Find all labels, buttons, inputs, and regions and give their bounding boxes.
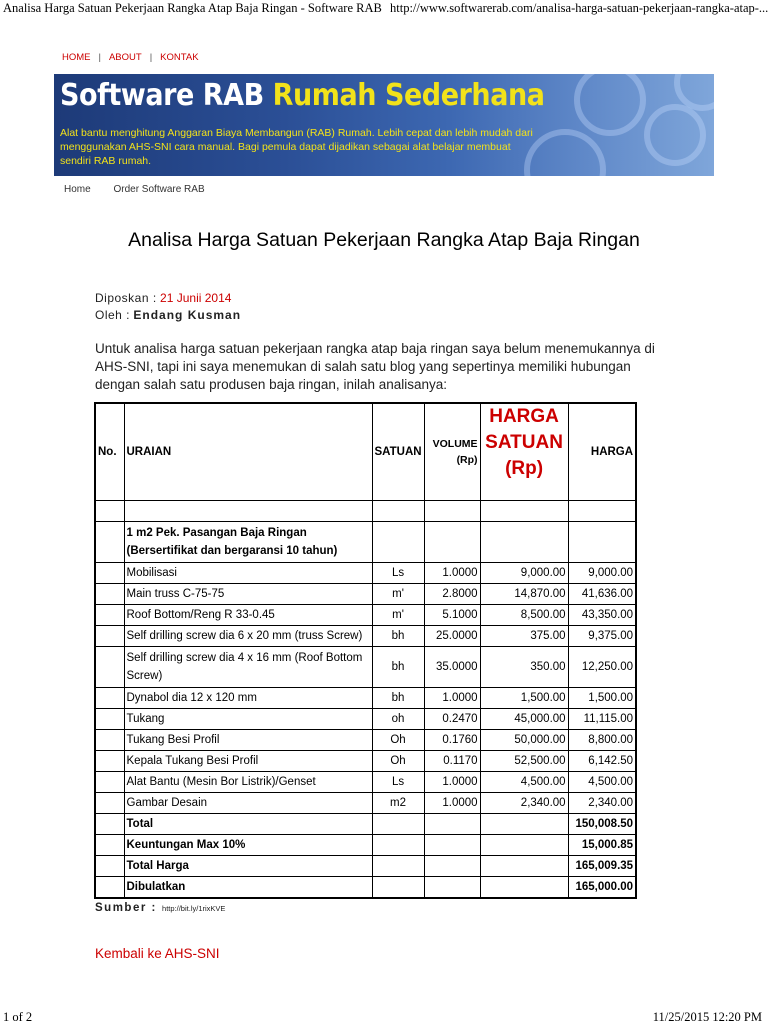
table-row xyxy=(95,626,636,647)
post-title: Analisa Harga Satuan Pekerjaan Rangka Atap Baja Ringan xyxy=(128,229,640,251)
total-empty-cell xyxy=(424,835,480,856)
total-value: 150,008.50 xyxy=(568,814,636,835)
cell-harga-satuan: 8,500.00 xyxy=(480,605,568,626)
site-banner[interactable] xyxy=(54,74,714,176)
post-author: Endang Kusman xyxy=(133,308,242,322)
cell-satuan: Ls xyxy=(372,772,424,793)
volume-header-unit: (Rp) xyxy=(456,454,478,466)
cell-no xyxy=(95,563,124,584)
table-row xyxy=(95,584,636,605)
post-meta xyxy=(95,290,241,324)
back-to-ahs-sni-link[interactable]: Kembali ke AHS-SNI xyxy=(95,946,220,961)
source-label: Sumber : xyxy=(95,902,157,914)
nav-separator: | xyxy=(149,52,153,63)
total-empty-cell xyxy=(480,835,568,856)
banner-decoration xyxy=(644,104,706,166)
cell-harga-satuan: 375.00 xyxy=(480,626,568,647)
cell-harga: 1,500.00 xyxy=(568,688,636,709)
col-header-harga: HARGA xyxy=(568,403,636,501)
cell-uraian: Mobilisasi xyxy=(124,563,372,584)
sub-nav xyxy=(64,184,205,195)
cell-harga-satuan: 2,340.00 xyxy=(480,793,568,814)
section-subtitle-text: (Bersertifikat dan bergaransi 10 tahun) xyxy=(126,545,338,557)
harga-satuan-line3: (Rp) xyxy=(505,458,544,479)
cell-uraian: Roof Bottom/Reng R 33-0.45 xyxy=(124,605,372,626)
nav-kontak-link[interactable]: KONTAK xyxy=(160,52,199,63)
top-nav xyxy=(62,52,199,63)
total-empty-cell xyxy=(480,814,568,835)
table-row xyxy=(95,688,636,709)
total-label: Total xyxy=(124,814,372,835)
cell-satuan: bh xyxy=(372,626,424,647)
total-empty-cell xyxy=(95,814,124,835)
cell-satuan: Oh xyxy=(372,751,424,772)
post-intro: Untuk analisa harga satuan pekerjaan rangka atap baja ringan saya belum menemukannya di AHS-SNI, tapi ini saya menemukan di salah satu blog yang sepertinya memiliki hubungan dengan salah satu produsen baja ringan, inilah analisanya: xyxy=(95,341,655,392)
cell-harga-satuan: 52,500.00 xyxy=(480,751,568,772)
cell-volume: 5.1000 xyxy=(424,605,480,626)
table-header-row xyxy=(95,403,636,501)
cell-uraian: Gambar Desain xyxy=(124,793,372,814)
nav-home-link[interactable]: HOME xyxy=(62,52,91,63)
volume-header-text: VOLUME xyxy=(432,438,478,450)
cell-uraian: Self drilling screw dia 6 x 20 mm (truss Screw) xyxy=(124,626,372,647)
total-empty-cell xyxy=(95,856,124,877)
total-empty-cell xyxy=(95,877,124,899)
harga-satuan-line2: SATUAN xyxy=(485,432,563,453)
print-page-title: Analisa Harga Satuan Pekerjaan Rangka Atap Baja Ringan - Software RAB xyxy=(3,1,382,15)
table-spacer-row xyxy=(95,501,636,522)
total-label: Dibulatkan xyxy=(124,877,372,899)
total-empty-cell xyxy=(95,835,124,856)
nav-separator: | xyxy=(98,52,101,63)
col-header-uraian: URAIAN xyxy=(124,403,372,501)
print-header xyxy=(0,0,768,18)
cell-volume: 1.0000 xyxy=(424,793,480,814)
table-row xyxy=(95,605,636,626)
cell-harga-satuan: 350.00 xyxy=(480,647,568,688)
cell-uraian: Alat Bantu (Mesin Bor Listrik)/Genset xyxy=(124,772,372,793)
cell-volume: 1.0000 xyxy=(424,688,480,709)
posted-date: 21 Junii 2014 xyxy=(160,291,232,305)
cell-volume: 0.1170 xyxy=(424,751,480,772)
cell-no xyxy=(95,626,124,647)
cell-no xyxy=(95,688,124,709)
cell-harga: 9,375.00 xyxy=(568,626,636,647)
subnav-order-link[interactable]: Order Software RAB xyxy=(113,184,205,195)
table-row xyxy=(95,647,636,688)
total-row xyxy=(95,835,636,856)
print-page-number: 1 of 2 xyxy=(3,1010,33,1024)
total-value: 165,009.35 xyxy=(568,856,636,877)
total-empty-cell xyxy=(372,814,424,835)
print-footer xyxy=(0,1008,768,1024)
cell-satuan: m' xyxy=(372,605,424,626)
section-title-text: 1 m2 Pek. Pasangan Baja Ringan xyxy=(126,527,307,539)
total-value: 15,000.85 xyxy=(568,835,636,856)
section-title xyxy=(124,522,372,563)
total-empty-cell xyxy=(424,877,480,899)
cell-uraian: Self drilling screw dia 4 x 16 mm (Roof Bottom Screw) xyxy=(124,647,372,688)
posted-label: Diposkan : xyxy=(95,291,157,305)
cell-harga-satuan: 1,500.00 xyxy=(480,688,568,709)
total-empty-cell xyxy=(480,856,568,877)
cell-satuan: bh xyxy=(372,647,424,688)
total-empty-cell xyxy=(372,877,424,899)
total-value: 165,000.00 xyxy=(568,877,636,899)
cell-uraian: Tukang xyxy=(124,709,372,730)
cell-harga: 41,636.00 xyxy=(568,584,636,605)
col-header-no: No. xyxy=(95,403,124,501)
cell-harga: 6,142.50 xyxy=(568,751,636,772)
print-datetime: 11/25/2015 12:20 PM xyxy=(652,1010,762,1024)
cell-harga-satuan: 50,000.00 xyxy=(480,730,568,751)
source-link[interactable]: http://bit.ly/1rixKVE xyxy=(162,904,226,913)
col-header-volume xyxy=(424,403,480,501)
cell-no xyxy=(95,605,124,626)
col-header-satuan: SATUAN xyxy=(372,403,424,501)
banner-title-white: Software RAB xyxy=(60,78,264,113)
total-empty-cell xyxy=(372,856,424,877)
cell-satuan: bh xyxy=(372,688,424,709)
total-label: Keuntungan Max 10% xyxy=(124,835,372,856)
cell-satuan: m2 xyxy=(372,793,424,814)
cell-harga: 11,115.00 xyxy=(568,709,636,730)
total-empty-cell xyxy=(480,877,568,899)
banner-title xyxy=(60,78,545,113)
cell-harga-satuan: 45,000.00 xyxy=(480,709,568,730)
total-row xyxy=(95,856,636,877)
cell-no xyxy=(95,772,124,793)
total-row xyxy=(95,814,636,835)
banner-tagline: Alat bantu menghitung Anggaran Biaya Membangun (RAB) Rumah. Lebih cepat dan lebih mudah dari menggunakan AHS-SNI cara manual. Bagi pemula dapat dijadikan sebagai alat belajar membuat sendiri RAB rumah. xyxy=(60,127,533,167)
section-title-row xyxy=(95,522,636,563)
cell-volume: 0.2470 xyxy=(424,709,480,730)
cell-volume: 1.0000 xyxy=(424,563,480,584)
banner-title-yellow: Rumah Sederhana xyxy=(272,78,545,113)
cell-satuan: Oh xyxy=(372,730,424,751)
cell-no xyxy=(95,793,124,814)
table-row xyxy=(95,563,636,584)
cell-volume: 0.1760 xyxy=(424,730,480,751)
total-row xyxy=(95,877,636,899)
cell-harga: 8,800.00 xyxy=(568,730,636,751)
rab-table xyxy=(94,402,637,899)
cell-no xyxy=(95,584,124,605)
cell-uraian: Main truss C-75-75 xyxy=(124,584,372,605)
cell-harga-satuan: 4,500.00 xyxy=(480,772,568,793)
cell-harga-satuan: 14,870.00 xyxy=(480,584,568,605)
total-empty-cell xyxy=(424,814,480,835)
table-totals xyxy=(95,814,636,899)
source-line xyxy=(95,902,225,914)
cell-volume: 35.0000 xyxy=(424,647,480,688)
cell-harga: 43,350.00 xyxy=(568,605,636,626)
table-body xyxy=(95,563,636,814)
table-row xyxy=(95,772,636,793)
banner-decoration xyxy=(574,74,646,136)
cell-harga: 4,500.00 xyxy=(568,772,636,793)
cell-satuan: oh xyxy=(372,709,424,730)
harga-satuan-line1: HARGA xyxy=(489,406,559,427)
cell-no xyxy=(95,730,124,751)
cell-harga: 9,000.00 xyxy=(568,563,636,584)
total-label: Total Harga xyxy=(124,856,372,877)
cell-no xyxy=(95,709,124,730)
cell-satuan: Ls xyxy=(372,563,424,584)
cell-uraian: Tukang Besi Profil xyxy=(124,730,372,751)
total-empty-cell xyxy=(372,835,424,856)
cell-harga-satuan: 9,000.00 xyxy=(480,563,568,584)
cell-harga: 2,340.00 xyxy=(568,793,636,814)
table-row xyxy=(95,751,636,772)
cell-harga: 12,250.00 xyxy=(568,647,636,688)
cell-satuan: m' xyxy=(372,584,424,605)
cell-volume: 1.0000 xyxy=(424,772,480,793)
cell-volume: 25.0000 xyxy=(424,626,480,647)
table-row xyxy=(95,730,636,751)
col-header-harga-satuan xyxy=(480,403,568,501)
cell-no xyxy=(95,751,124,772)
total-empty-cell xyxy=(424,856,480,877)
author-label: Oleh : xyxy=(95,308,131,322)
table-row xyxy=(95,793,636,814)
cell-uraian: Dynabol dia 12 x 120 mm xyxy=(124,688,372,709)
table-row xyxy=(95,709,636,730)
cell-uraian: Kepala Tukang Besi Profil xyxy=(124,751,372,772)
print-page-url: http://www.softwarerab.com/analisa-harga-satuan-pekerjaan-rangka-atap-... xyxy=(390,1,768,15)
cell-no xyxy=(95,647,124,688)
subnav-home-link[interactable]: Home xyxy=(64,184,91,195)
nav-about-link[interactable]: ABOUT xyxy=(108,52,142,63)
cell-volume: 2.8000 xyxy=(424,584,480,605)
